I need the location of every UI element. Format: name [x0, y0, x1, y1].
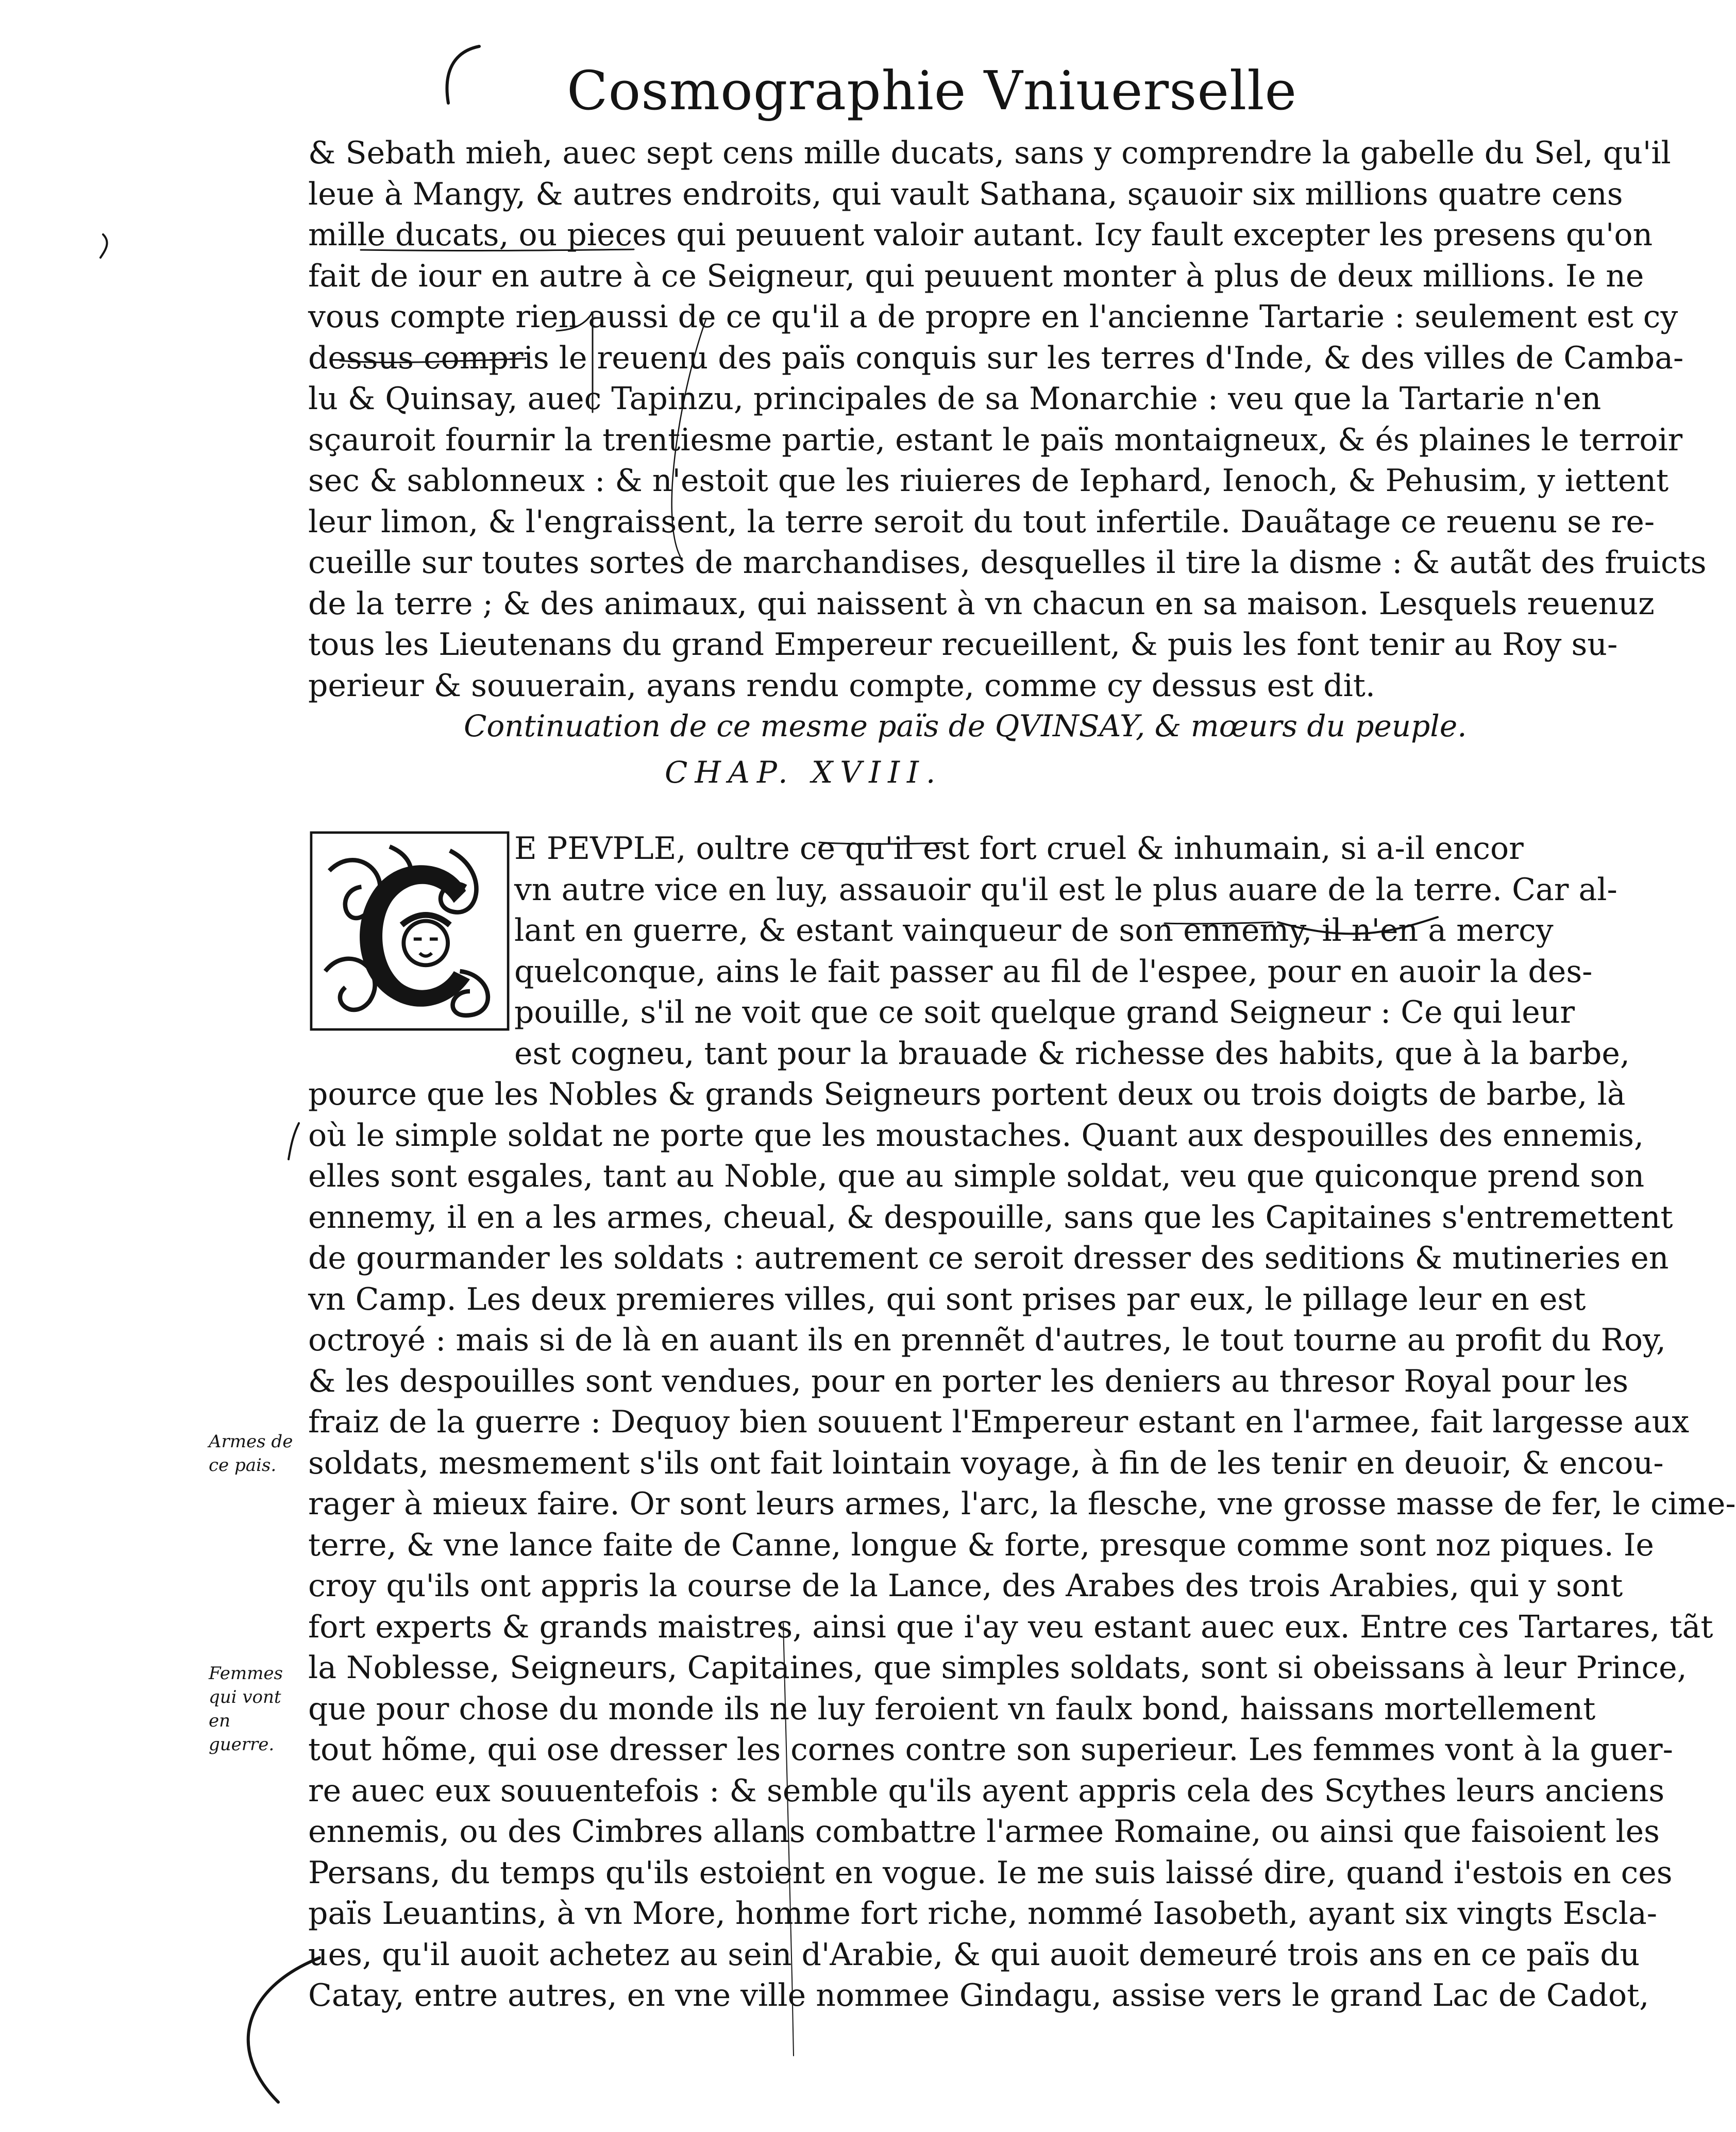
- text-line: tout hõme, qui ose dresser les cornes contre son superieur. Les femmes vont à la guer-: [308, 1732, 1673, 1768]
- chapter-number: CHAP. XVIII.: [665, 755, 943, 790]
- text-line: Catay, entre autres, en vne ville nommee Gindagu, assise vers le grand Lac de Cadot,: [308, 1977, 1649, 2013]
- running-head: Cosmographie Vniuerselle: [567, 59, 1297, 122]
- text-line: & les despouilles sont vendues, pour en porter les deniers au thresor Royal pour les: [308, 1363, 1628, 1399]
- text-line: E PEVPLE, oultre ce qu'il est fort cruel & inhumain, si a-il encor: [514, 831, 1524, 867]
- pen-mark-icon: [289, 1123, 299, 1159]
- text-line: octroyé : mais si de là en auant ils en prennẽt d'autres, le tout tourne au profit du Roy,: [308, 1322, 1666, 1358]
- text-line: la Noblesse, Seigneurs, Capitaines, que simples soldats, sont si obeissans à leur Prince,: [308, 1650, 1687, 1686]
- text-line: vn Camp. Les deux premieres villes, qui sont prises par eux, le pillage leur en est: [308, 1281, 1586, 1317]
- text-line: cueille sur toutes sortes de marchandises, desquelles il tire la disme : & autãt des fruicts: [308, 545, 1707, 581]
- text-line: fort experts & grands maistres, ainsi que i'ay veu estant auec eux. Entre ces Tartares, tãt: [308, 1609, 1713, 1645]
- text-line: lu & Quinsay, auec Tapinzu, principales de sa Monarchie : veu que la Tartarie n'en: [308, 381, 1602, 417]
- text-line: elles sont esgales, tant au Noble, que au simple soldat, veu que quiconque prend son: [308, 1158, 1645, 1194]
- text-line: quelconque, ains le fait passer au fil de l'espee, pour en auoir la des-: [514, 953, 1593, 990]
- text-line: de gourmander les soldats : autrement ce seroit dresser des seditions & mutineries en: [308, 1240, 1669, 1276]
- text-line: ennemis, ou des Cimbres allans combattre l'armee Romaine, ou ainsi que faisoient les: [308, 1814, 1660, 1850]
- bracket-mark-icon: [447, 46, 480, 103]
- text-line: perieur & souuerain, ayans rendu compte, comme cy dessus est dit.: [308, 667, 1375, 704]
- text-line: tous les Lieutenans du grand Empereur recueillent, & puis les font tenir au Roy su-: [308, 627, 1618, 663]
- text-line: que pour chose du monde ils ne luy feroient vn faulx bond, haissans mortellement: [308, 1690, 1596, 1727]
- paragraph-continuation: [308, 133, 1707, 706]
- text-line: de la terre ; & des animaux, qui naissent à vn chacun en sa maison. Lesquels reuenuz: [308, 585, 1655, 622]
- chapter-title: Continuation de ce mesme païs de QVINSAY, & mœurs du peuple.: [464, 708, 1467, 743]
- text-line: vn autre vice en luy, assauoir qu'il est le plus auare de la terre. Car al-: [514, 871, 1617, 908]
- text-line: fraiz de la guerre : Dequoy bien souuent l'Empereur estant en l'armee, fait largesse aux: [308, 1404, 1690, 1440]
- text-line: leue à Mangy, & autres endroits, qui vault Sathana, sçauoir six millions quatre cens: [308, 176, 1623, 212]
- text-line: est cogneu, tant pour la brauade & richesse des habits, que à la barbe,: [514, 1035, 1630, 1072]
- text-line: soldats, mesmement s'ils ont fait lointain voyage, à fin de les tenir en deuoir, & encou-: [308, 1445, 1664, 1481]
- text-line: mille ducats, ou pieces qui peuuent valoir autant. Icy fault excepter les presens qu'on: [308, 217, 1653, 253]
- text-line: païs Leuantins, à vn More, homme fort riche, nommé Iasobeth, ayant six vingts Escla-: [308, 1896, 1657, 1932]
- text-line: leur limon, & l'engraissent, la terre seroit du tout infertile. Dauãtage ce reuenu se re-: [308, 503, 1655, 540]
- text-line: re auec eux souuentefois : & semble qu'ils ayent appris cela des Scythes leurs anciens: [308, 1772, 1665, 1809]
- text-line: terre, & vne lance faite de Canne, longue & forte, presque comme sont noz piques. Ie: [308, 1527, 1654, 1563]
- text-line: sçauroit fournir la trentiesme partie, estant le païs montaigneux, & és plaines le terroir: [308, 421, 1683, 458]
- text-line: sec & sablonneux : & n'estoit que les riuieres de Iephard, Ienoch, & Pehusim, y iettent: [308, 463, 1669, 499]
- pen-mark-icon: [100, 234, 107, 258]
- text-line: & Sebath mieh, auec sept cens mille ducats, sans y comprendre la gabelle du Sel, qu'il: [308, 135, 1671, 171]
- text-line: rager à mieux faire. Or sont leurs armes, l'arc, la flesche, vne grosse masse de fer, le cime-: [308, 1486, 1736, 1522]
- text-line: croy qu'ils ont appris la course de la Lance, des Arabes des trois Arabies, qui y sont: [308, 1568, 1623, 1604]
- paragraph-chapter: [308, 828, 1736, 2017]
- text-line: vous compte rien aussi de ce qu'il a de propre en l'ancienne Tartarie : seulement est cy: [308, 299, 1678, 335]
- text-line: pouille, s'il ne voit que ce soit quelque grand Seigneur : Ce qui leur: [514, 994, 1575, 1030]
- marginal-note: Femmes qui vont en guerre.: [209, 1663, 283, 1755]
- text-line: pource que les Nobles & grands Seigneurs portent deux ou trois doigts de barbe, là: [308, 1076, 1626, 1112]
- text-line: où le simple soldat ne porte que les moustaches. Quant aux despouilles des ennemis,: [308, 1117, 1644, 1154]
- text-line: lant en guerre, & estant vainqueur de son ennemy, il n'en a mercy: [514, 912, 1554, 949]
- text-line: Persans, du temps qu'ils estoient en vogue. Ie me suis laissé dire, quand i'estois en ces: [308, 1854, 1673, 1891]
- text-line: fait de iour en autre à ce Seigneur, qui peuuent monter à plus de deux millions. Ie ne: [308, 258, 1644, 294]
- text-line: ennemy, il en a les armes, cheual, & despouille, sans que les Capitaines s'entremettent: [308, 1199, 1673, 1236]
- text-line: ues, qu'il auoit achetez au sein d'Arabie, & qui auoit demeuré trois ans en ce païs du: [308, 1936, 1640, 1973]
- marginal-note: Armes de ce pais.: [209, 1431, 293, 1476]
- text-line: dessus compris le reuenu des païs conquis sur les terres d'Inde, & des villes de Camba-: [308, 340, 1684, 376]
